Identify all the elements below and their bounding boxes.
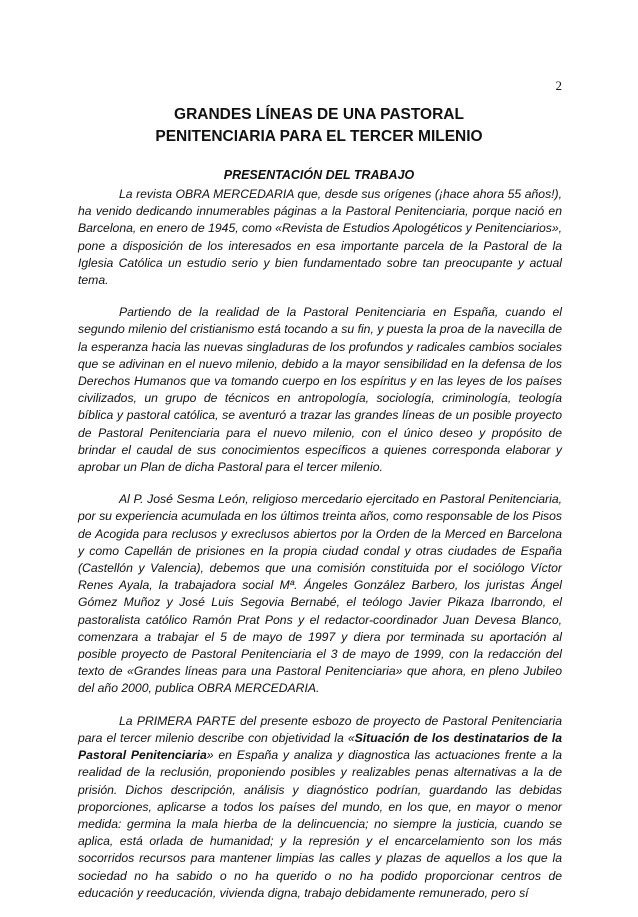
title-line-2: PENITENCIARIA PARA EL TERCER MILENIO: [155, 128, 483, 145]
bold-phrase: Situación de los destinatarios de la Pastoral Penitenciaria: [78, 730, 563, 763]
paragraph-text: La revista OBRA MERCEDARIA que, desde sus orígenes (¡hace ahora 55 años!), ha venido dedicando innumerables páginas a la Pastoral Penitenciaria, porque nació en Barcelona, en enero de 1945, como «Revista de Estudios Apologéticos y Penitenciarios», pone a disposición de los interesados en esa importante parcela de la Pastoral de la Iglesia Católica un estudio serio y bien fundamentado sobre tan preocupante y actual tema.: [78, 187, 562, 288]
paragraph-text: La PRIMERA PARTE del presente esbozo de proyecto de Pastoral Penitenciaria para el tercer milenio describe con objetividad la «: [78, 713, 562, 745]
paragraph-4: [78, 713, 562, 902]
paragraph-2: [78, 304, 562, 476]
section-subtitle: PRESENTACIÓN DEL TRABAJO: [223, 168, 415, 182]
paragraph-text: Partiendo de la realidad de la Pastoral Penitenciaria en España, cuando el segundo milenio del cristianismo está tocando a su fin, y puesta la proa de la navecilla de la esperanza hacia las nuevas singladuras de los profundos y radicales cambios sociales que se adivinan en el nuevo milenio, debido a la mayor sensibilidad en la defensa de los Derechos Humanos que va tomando cuerpo en los espíritus y en las leyes de los países civilizados, un grupo de técnicos en antropología, sociología, criminología, teología bíblica y pastoral católica, se aventuró a trazar las grandes líneas de un posible proyecto de Pastoral Penitenciaria para el nuevo milenio, con el único deseo y propósito de brindar el caudal de sus conocimientos específicos a quienes corresponda elaborar y aprobar un Plan de dicha Pastoral para el tercer milenio.: [78, 305, 562, 475]
paragraph-3: [78, 491, 562, 697]
paragraph-1: [78, 186, 562, 289]
page-number: 2: [555, 78, 562, 93]
title-line-1: GRANDES LÍNEAS DE UNA PASTORAL: [174, 106, 464, 123]
document-body: [78, 186, 562, 917]
paragraph-text: » en España y analiza y diagnostica las actuaciones frente a la realidad de la reclusión, proponiendo posibles y realizables penas alternativas a la de prisión. Dichos descripción, análisis y diagnóstico podrían, guardando las debidas proporciones, aplicarse a todos los países del mundo, en los que, en mayor o menor medida: germina la mala hierba de la delincuencia; no siempre la justicia, cuando se aplica, está orlada de humanidad; y la represión y el encarcelamiento son los más socorridos recursos para mantener limpias las calles y plazas de aquellos a los que la sociedad no ha sabido o no ha querido o no ha podido proporcionar centros de educación y reeducación, vivienda digna, trabajo debidamente remunerado, pero sí: [78, 748, 563, 900]
document-title: [0, 104, 638, 148]
paragraph-text: Al P. José Sesma León, religioso mercedario ejercitado en Pastoral Penitenciaria, por su experiencia acumulada en los últimos treinta años, como responsable de los Pisos de Acogida para reclusos y exreclusos abiertos por la Orden de la Merced en Barcelona y como Capellán de prisiones en la propia ciudad condal y otras ciudades de España (Castellón y Valencia), debemos que una comisión constituida por el sociólogo Víctor Renes Ayala, la trabajadora social Mª. Ángeles González Barbero, los juristas Ángel Gómez Muñoz y José Luis Segovia Bernabé, el teólogo Javier Pikaza Ibarrondo, el pastoralista católico Ramón Prat Pons y el redactor-coordinador Juan Devesa Blanco, comenzara a trabajar el 5 de mayo de 1997 y diera por terminada su aportación al posible proyecto de Pastoral Penitenciaria el 3 de mayo de 1999, con la redacción del texto de «Grandes líneas para una Pastoral Penitenciaria» que ahora, en pleno Jubileo del año 2000, publica OBRA MERCEDARIA.: [78, 492, 562, 696]
